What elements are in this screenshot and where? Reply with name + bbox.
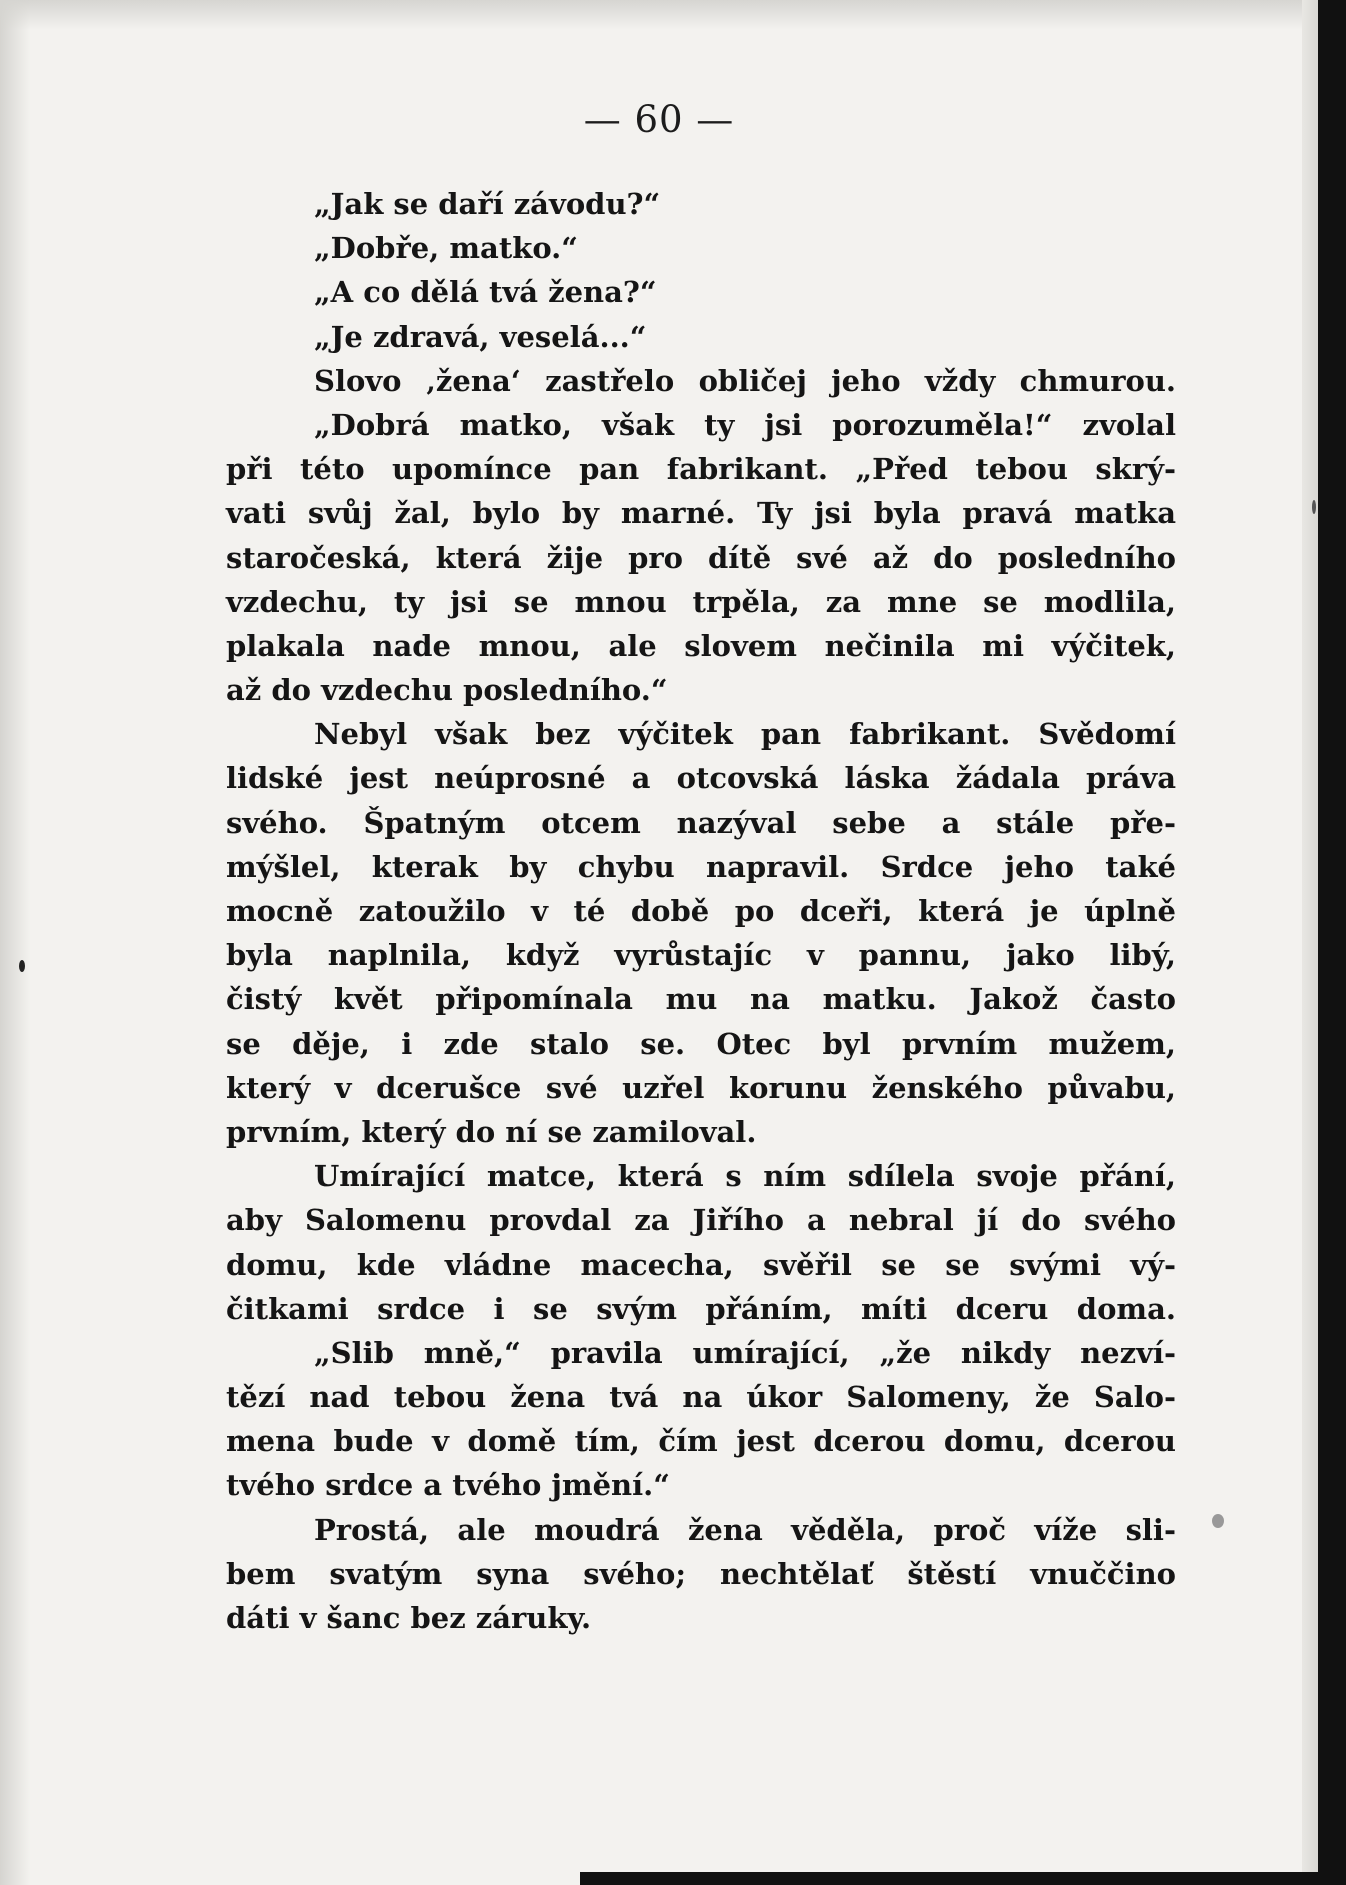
page-edge (1302, 0, 1318, 1885)
text-line: Slovo ‚žena‘ zastřelo obličej jeho vždy chmurou. (314, 363, 1176, 398)
text-line: byla naplnila, když vyrůstajíc v pannu, jako libý, (226, 938, 1176, 973)
text-line: aby Salomenu provdal za Jiřího a nebral jí do svého (226, 1203, 1176, 1238)
text-line: tvého srdce a tvého jmění.“ (226, 1468, 670, 1503)
text-line: „A co dělá tvá žena?“ (314, 275, 657, 310)
text-line: až do vzdechu posledního.“ (226, 673, 668, 708)
text-line: „Slib mně,“ pravila umírající, „že nikdy nezví- (314, 1335, 1176, 1370)
scan-border-right (1318, 0, 1346, 1885)
text-line: vzdechu, ty jsi se mnou trpěla, za mne se modlila, (226, 584, 1176, 619)
text-line: Nebyl však bez výčitek pan fabrikant. Svědomí (314, 717, 1176, 752)
text-line: plakala nade mnou, ale slovem nečinila mi výčitek, (226, 628, 1176, 663)
text-line: mena bude v domě tím, čím jest dcerou domu, dcerou (226, 1424, 1176, 1459)
body-text (226, 182, 1176, 1640)
text-line: vati svůj žal, bylo by marné. Ty jsi byla pravá matka (226, 496, 1176, 531)
text-line: „Je zdravá, veselá...“ (314, 319, 647, 354)
text-line: při této upomínce pan fabrikant. „Před tebou skrý- (226, 452, 1176, 487)
page-top-shadow (0, 0, 1318, 30)
text-line: „Dobrá matko, však ty jsi porozuměla!“ zvolal (314, 407, 1176, 442)
text-line: „Dobře, matko.“ (314, 231, 578, 266)
text-line: Umírající matce, která s ním sdílela svoje přání, (314, 1159, 1176, 1194)
text-line: se děje, i zde stalo se. Otec byl prvním mužem, (226, 1026, 1176, 1061)
text-line: mýšlel, kterak by chybu napravil. Srdce jeho také (226, 849, 1176, 884)
text-line: staročeská, která žije pro dítě své až do posledního (226, 540, 1176, 575)
page-number: — 60 — (583, 98, 735, 141)
scan-border-bottom (580, 1872, 1346, 1885)
text-line: tězí nad tebou žena tvá na úkor Salomeny, že Salo- (226, 1380, 1176, 1415)
text-line: prvním, který do ní se zamiloval. (226, 1114, 757, 1149)
text-line: domu, kde vládne macecha, svěřil se se svými vý- (226, 1247, 1176, 1282)
text-line: lidské jest neúprosné a otcovská láska žádala práva (226, 761, 1176, 796)
text-line: čitkami srdce i se svým přáním, míti dceru doma. (226, 1291, 1176, 1326)
text-line: dáti v šanc bez záruky. (226, 1601, 592, 1635)
text-line: čistý květ připomínala mu na matku. Jakož často (226, 982, 1176, 1017)
text-line: svého. Špatným otcem nazýval sebe a stále pře- (226, 805, 1176, 840)
page-speck (1312, 500, 1316, 514)
text-line: „Jak se daří závodu?“ (314, 187, 661, 221)
page-speck (1212, 1514, 1224, 1528)
text-line: který v dcerušce své uzřel korunu ženského půvabu, (226, 1070, 1176, 1105)
page-left-shadow (0, 0, 30, 1885)
text-line: Prostá, ale moudrá žena věděla, proč víže sli- (314, 1512, 1176, 1547)
page-speck (19, 960, 25, 972)
text-line: bem svatým syna svého; nechtělať štěstí vnuččino (226, 1556, 1176, 1591)
text-line: mocně zatoužilo v té době po dceři, která je úplně (226, 894, 1176, 928)
